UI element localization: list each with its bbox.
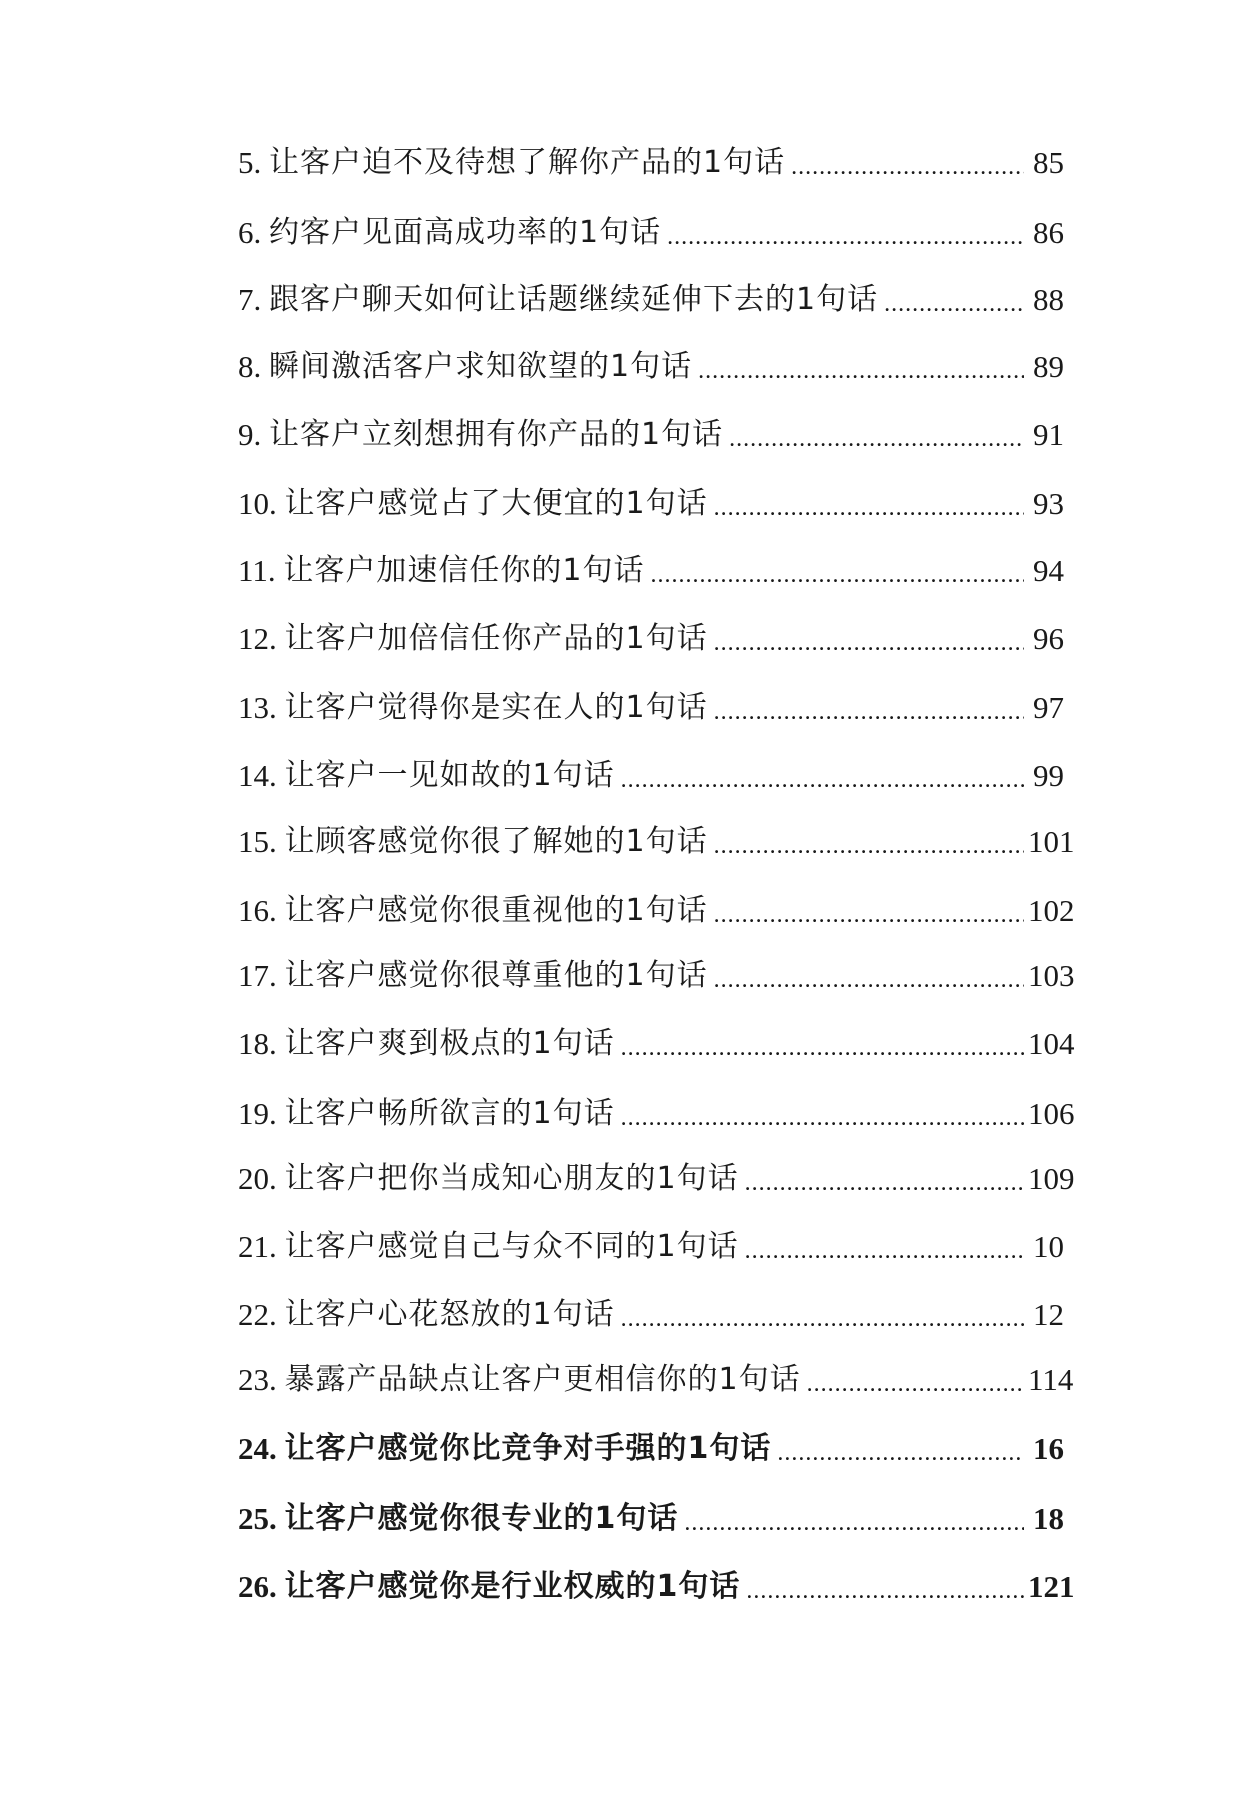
toc-entry xyxy=(238,953,1075,999)
toc-entry-page-number: 101 xyxy=(1028,824,1075,859)
toc-entry-page-number: 114 xyxy=(1028,1362,1074,1397)
toc-entry xyxy=(238,344,1064,390)
toc-entry xyxy=(238,1156,1075,1202)
toc-entry-title: 跟客户聊天如何让话题继续延伸下去的1句话 xyxy=(269,282,879,317)
toc-entry-page-number: 88 xyxy=(1033,282,1064,317)
toc-entry-number: 21. xyxy=(238,1229,285,1264)
toc-entry xyxy=(238,1224,1064,1270)
toc-entry-page-number: 99 xyxy=(1033,758,1064,793)
toc-entry-page-number: 89 xyxy=(1033,349,1064,384)
toc-entry-title: 让客户感觉自己与众不同的1句话 xyxy=(284,1229,739,1264)
toc-entry-page-number: 106 xyxy=(1028,1096,1075,1131)
toc-entry xyxy=(238,819,1075,865)
dot-leader xyxy=(777,1434,1024,1472)
toc-entry-number: 20. xyxy=(238,1161,285,1196)
toc-entry-title: 让客户迫不及待想了解你产品的1句话 xyxy=(269,145,786,180)
toc-entry-page-number: 104 xyxy=(1028,1026,1075,1061)
dot-leader xyxy=(745,1164,1024,1202)
toc-entry xyxy=(238,277,1064,323)
toc-entry-title: 让客户感觉你很尊重他的1句话 xyxy=(284,958,708,993)
toc-entry xyxy=(238,1426,1064,1472)
toc-entry-page-number: 93 xyxy=(1033,486,1064,521)
toc-entry-number: 19. xyxy=(238,1096,285,1131)
dot-leader xyxy=(791,148,1024,186)
toc-entry xyxy=(238,412,1064,458)
dot-leader xyxy=(621,761,1024,799)
toc-entry-title: 暴露产品缺点让客户更相信你的1句话 xyxy=(284,1362,801,1397)
toc-entry-page-number: 16 xyxy=(1033,1431,1064,1466)
toc-entry-title: 让客户加速信任你的1句话 xyxy=(283,553,645,588)
toc-entry-number: 18. xyxy=(238,1026,285,1061)
dot-leader xyxy=(714,961,1024,999)
toc-entry xyxy=(238,753,1064,799)
toc-entry-number: 15. xyxy=(238,824,285,859)
toc-entry xyxy=(238,1564,1075,1610)
toc-entry xyxy=(238,210,1064,256)
dot-leader xyxy=(714,896,1024,934)
toc-entry xyxy=(238,140,1064,186)
toc-entry-number: 25. xyxy=(238,1501,285,1536)
toc-entry-page-number: 91 xyxy=(1033,417,1064,452)
dot-leader xyxy=(621,1300,1024,1338)
toc-entry-page-number: 121 xyxy=(1028,1569,1075,1604)
toc-entry xyxy=(238,1357,1074,1403)
toc-entry-number: 22. xyxy=(238,1297,285,1332)
toc-entry-number: 12. xyxy=(238,621,285,656)
toc-entry-page-number: 102 xyxy=(1028,893,1075,928)
toc-entry-title: 让客户爽到极点的1句话 xyxy=(284,1026,615,1061)
toc-entry-page-number: 86 xyxy=(1033,215,1064,250)
toc-entry-page-number: 103 xyxy=(1028,958,1075,993)
toc-entry-title: 约客户见面高成功率的1句话 xyxy=(269,215,662,250)
toc-entry-number: 23. xyxy=(238,1362,285,1397)
toc-entry-page-number: 12 xyxy=(1033,1297,1064,1332)
toc-entry-title: 让顾客感觉你很了解她的1句话 xyxy=(284,824,708,859)
dot-leader xyxy=(807,1365,1024,1403)
toc-entry xyxy=(238,548,1064,594)
toc-entry xyxy=(238,1292,1064,1338)
toc-entry xyxy=(238,888,1075,934)
toc-entry xyxy=(238,1496,1064,1542)
toc-entry-page-number: 94 xyxy=(1033,553,1064,588)
toc-entry-page-number: 97 xyxy=(1033,690,1064,725)
toc-entry-page-number: 10 xyxy=(1033,1229,1064,1264)
toc-entry-number: 16. xyxy=(238,893,285,928)
toc-entry-title: 让客户觉得你是实在人的1句话 xyxy=(284,690,708,725)
dot-leader xyxy=(698,352,1024,390)
toc-entry-page-number: 18 xyxy=(1033,1501,1064,1536)
toc-entry-title: 让客户立刻想拥有你产品的1句话 xyxy=(269,417,724,452)
toc-entry-title: 让客户感觉你很专业的1句话 xyxy=(284,1501,679,1536)
toc-entry-title: 让客户心花怒放的1句话 xyxy=(284,1297,615,1332)
toc-entry-title: 瞬间激活客户求知欲望的1句话 xyxy=(269,349,693,384)
dot-leader xyxy=(714,489,1024,527)
toc-entry-title: 让客户感觉你比竞争对手强的1句话 xyxy=(284,1431,772,1466)
dot-leader xyxy=(621,1029,1024,1067)
toc-entry-number: 26. xyxy=(238,1569,285,1604)
dot-leader xyxy=(714,624,1024,662)
toc-entry-number: 8. xyxy=(238,349,269,384)
toc-entry-page-number: 85 xyxy=(1033,145,1064,180)
toc-entry xyxy=(238,1021,1075,1067)
dot-leader xyxy=(729,420,1024,458)
dot-leader xyxy=(621,1099,1024,1137)
toc-entry-title: 让客户感觉你是行业权威的1句话 xyxy=(284,1569,741,1604)
dot-leader xyxy=(884,285,1024,323)
dot-leader xyxy=(746,1572,1024,1610)
dot-leader xyxy=(714,827,1024,865)
dot-leader xyxy=(714,693,1024,731)
toc-entry-title: 让客户加倍信任你产品的1句话 xyxy=(284,621,708,656)
toc-entry-title: 让客户感觉你很重视他的1句话 xyxy=(284,893,708,928)
toc-entry-title: 让客户一见如故的1句话 xyxy=(284,758,615,793)
toc-entry-page-number: 109 xyxy=(1028,1161,1075,1196)
toc-entry-number: 10. xyxy=(238,486,285,521)
toc-entry xyxy=(238,481,1064,527)
toc-entry xyxy=(238,1091,1075,1137)
toc-entry-title: 让客户把你当成知心朋友的1句话 xyxy=(284,1161,739,1196)
toc-entry-number: 9. xyxy=(238,417,269,452)
toc-entry-number: 14. xyxy=(238,758,285,793)
toc-entry-number: 6. xyxy=(238,215,269,250)
toc-entry-number: 24. xyxy=(238,1431,285,1466)
toc-entry-page-number: 96 xyxy=(1033,621,1064,656)
toc-entry-number: 7. xyxy=(238,282,269,317)
dot-leader xyxy=(745,1232,1024,1270)
toc-entry xyxy=(238,685,1064,731)
dot-leader xyxy=(667,218,1024,256)
toc-entry-number: 11. xyxy=(238,553,284,588)
toc-entry-title: 让客户感觉占了大便宜的1句话 xyxy=(284,486,708,521)
toc-entry-number: 5. xyxy=(238,145,269,180)
toc-entry-number: 17. xyxy=(238,958,285,993)
toc-entry-number: 13. xyxy=(238,690,285,725)
dot-leader xyxy=(684,1504,1024,1542)
dot-leader xyxy=(650,556,1024,594)
toc-entry-title: 让客户畅所欲言的1句话 xyxy=(284,1096,615,1131)
toc-entry xyxy=(238,616,1064,662)
